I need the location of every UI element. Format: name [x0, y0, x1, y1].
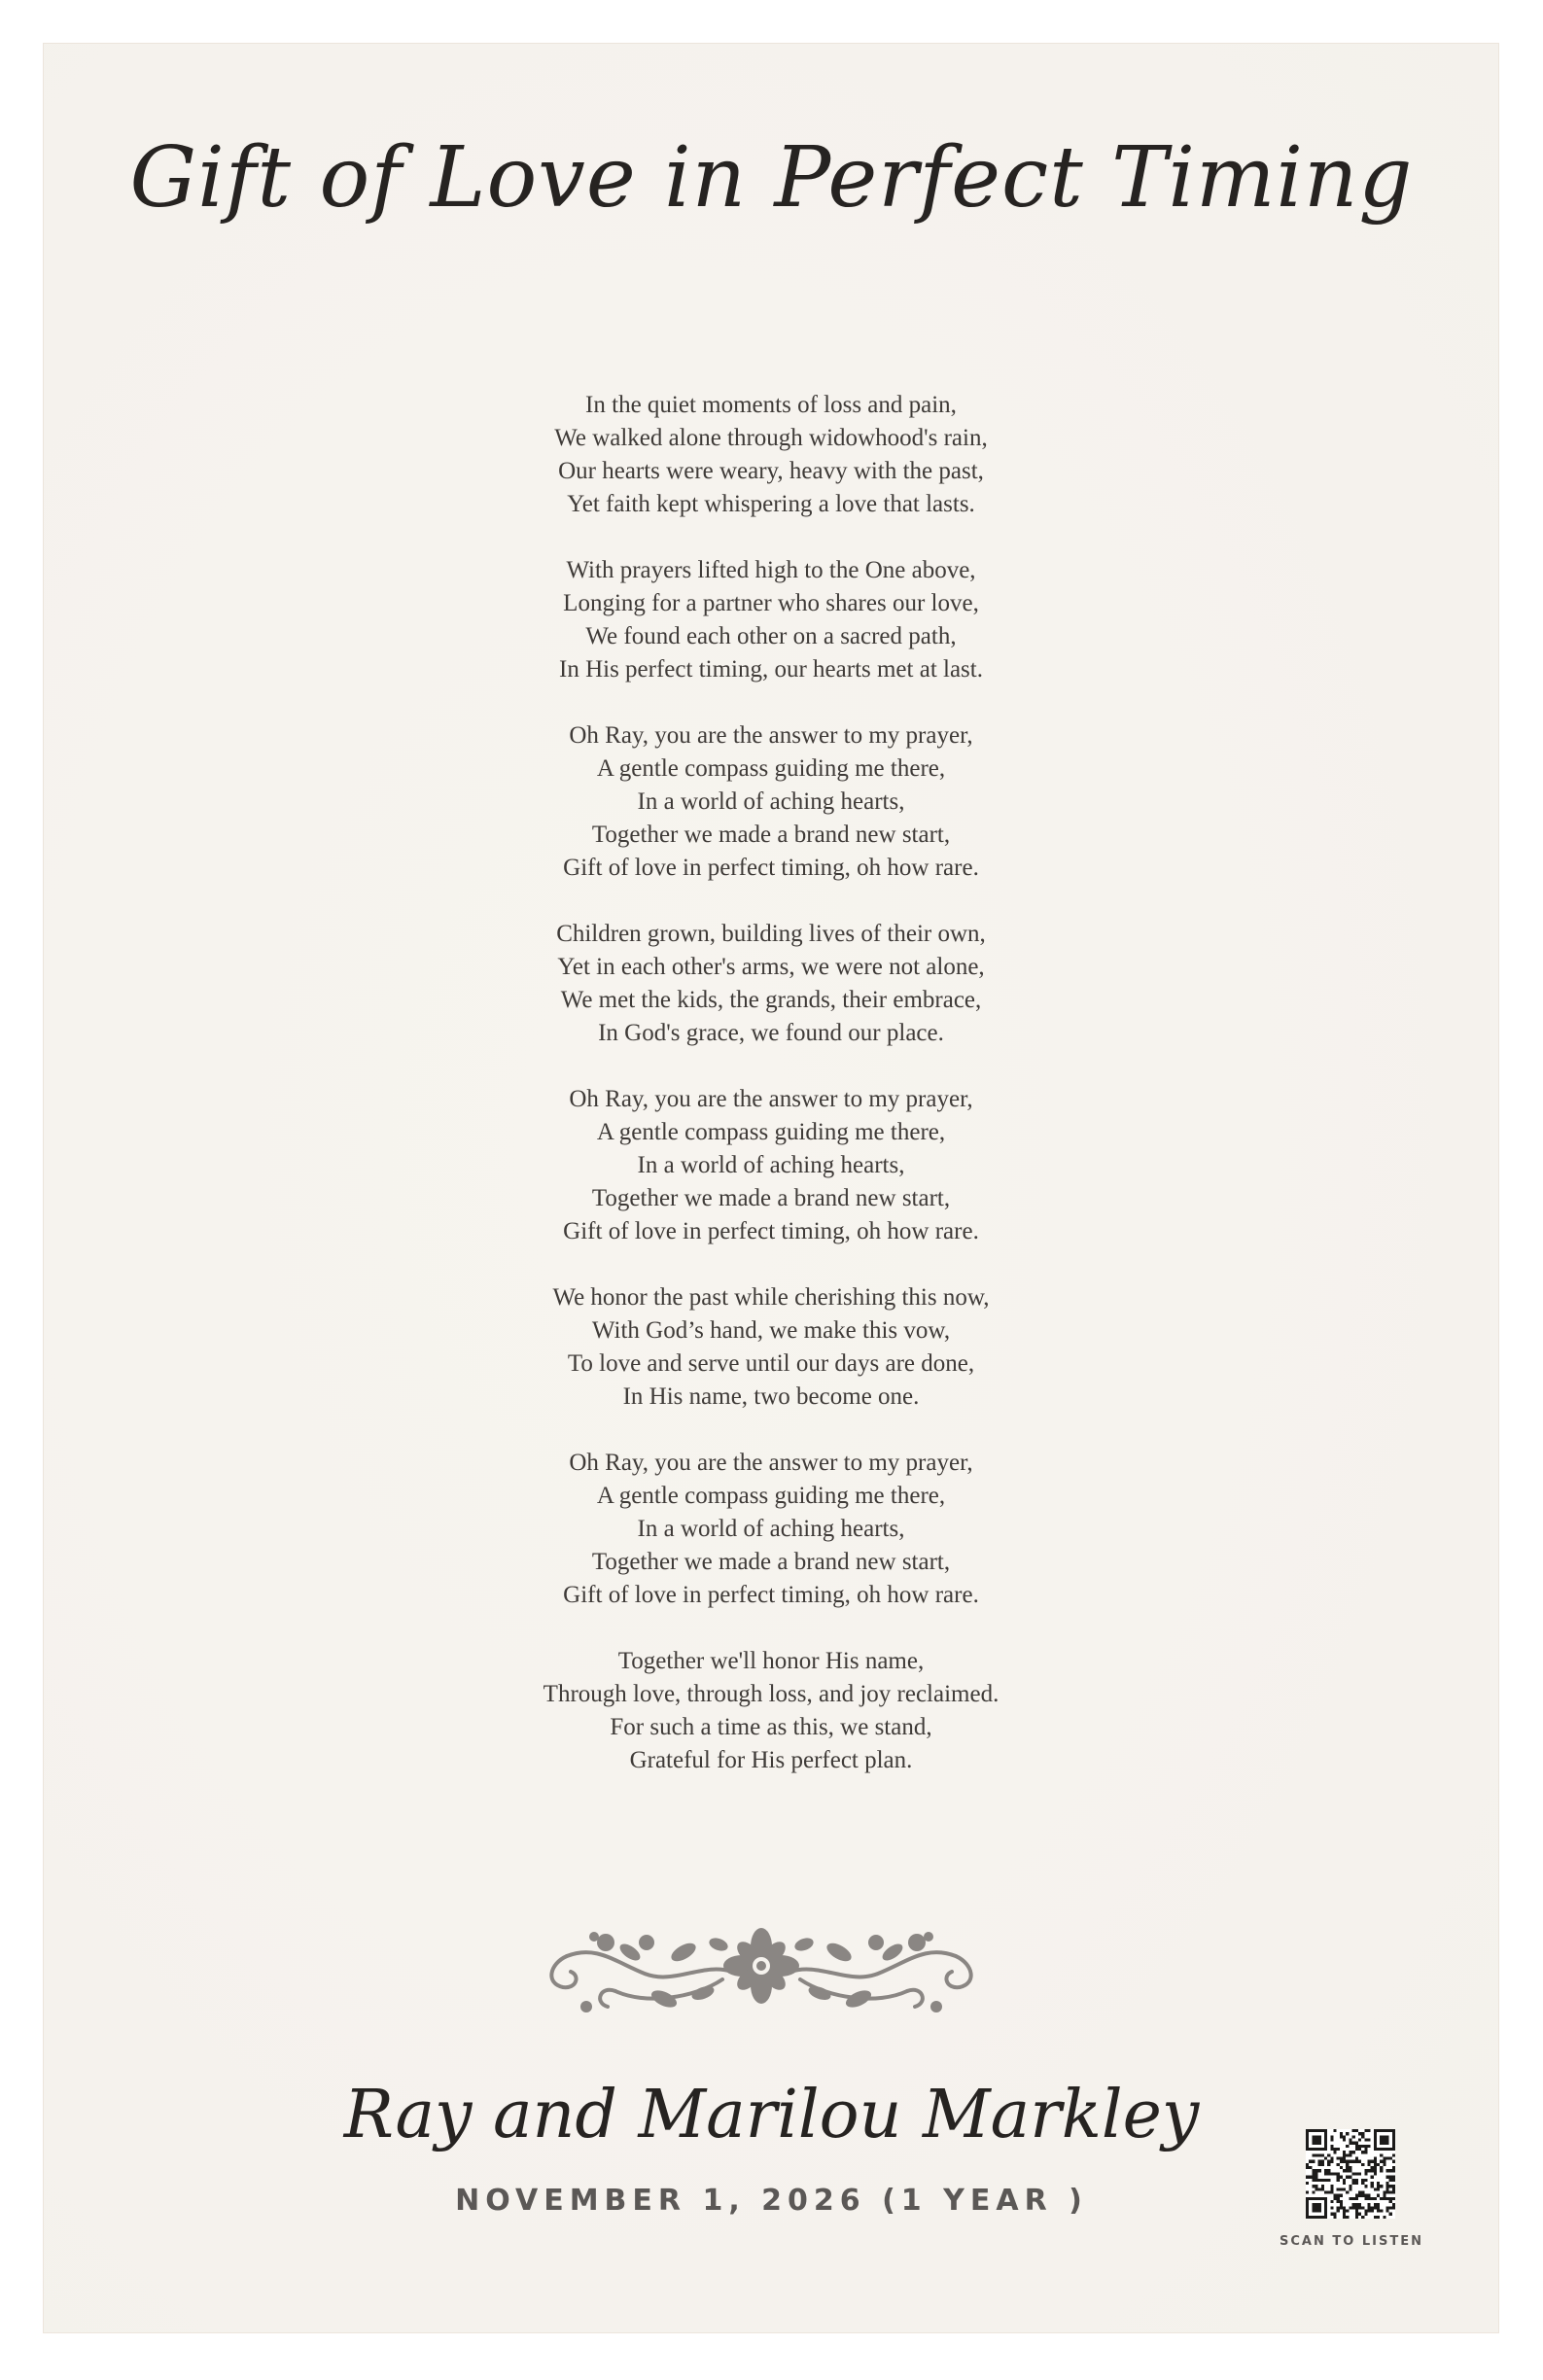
poem-line: Together we made a brand new start,	[591, 822, 951, 848]
poem-line: Grateful for His perfect plan.	[629, 1747, 913, 1773]
poem-stanza	[382, 554, 1160, 686]
poem-line: In a world of aching hearts,	[637, 1516, 905, 1542]
poem-line: Together we made a brand new start,	[591, 1549, 951, 1575]
poem-stanza	[382, 389, 1160, 521]
poem-line: Through love, through loss, and joy reclaimed.	[543, 1681, 999, 1707]
floral-divider-icon	[538, 1923, 985, 2022]
qr-label: SCAN TO LISTEN	[1280, 2234, 1423, 2249]
poem-line: Yet in each other's arms, we were not alone,	[557, 954, 985, 980]
poem-line: Gift of love in perfect timing, oh how rare.	[563, 1218, 979, 1244]
poem-stanza	[382, 918, 1160, 1050]
poem-line: We met the kids, the grands, their embrace,	[560, 987, 982, 1013]
poem-line: A gentle compass guiding me there,	[596, 1119, 946, 1145]
poem-line: With prayers lifted high to the One above,	[566, 557, 976, 583]
poem-line: A gentle compass guiding me there,	[596, 1483, 946, 1509]
anniversary-date: NOVEMBER 1, 2026 (1 YEAR )	[455, 2184, 1088, 2218]
poem-line: Children grown, building lives of their own,	[556, 921, 986, 947]
poem-line: Oh Ray, you are the answer to my prayer,	[569, 722, 973, 749]
poem-line: Together we made a brand new start,	[591, 1185, 951, 1211]
poem-line: We walked alone through widowhood's rain,	[554, 425, 988, 451]
poem-stanza	[382, 1645, 1160, 1777]
poem-body	[382, 389, 1160, 1810]
poem-line: A gentle compass guiding me there,	[596, 755, 946, 782]
poem-line: In God's grace, we found our place.	[598, 1020, 944, 1046]
poem-title: Gift of Love in Perfect Timing	[129, 129, 1414, 227]
poem-line: We found each other on a sacred path,	[585, 623, 957, 649]
poem-stanza	[382, 719, 1160, 885]
poem-stanza	[382, 1447, 1160, 1612]
poem-stanza	[382, 1083, 1160, 1248]
poem-line: In a world of aching hearts,	[637, 788, 905, 815]
poem-line: Together we'll honor His name,	[617, 1648, 925, 1674]
poem-line: In the quiet moments of loss and pain,	[585, 392, 957, 418]
poem-line: Yet faith kept whispering a love that lasts.	[567, 491, 975, 517]
poem-line: In His perfect timing, our hearts met at last.	[559, 656, 983, 682]
poem-line: Oh Ray, you are the answer to my prayer,	[569, 1450, 973, 1476]
couple-names: Ray and Marilou Markley	[343, 2077, 1200, 2153]
poem-line: Our hearts were weary, heavy with the past,	[558, 458, 984, 484]
poem-line: Oh Ray, you are the answer to my prayer,	[569, 1086, 973, 1112]
poem-line: In His name, two become one.	[622, 1383, 920, 1410]
poem-line: For such a time as this, we stand,	[610, 1714, 932, 1740]
poem-line: With God’s hand, we make this vow,	[591, 1317, 951, 1344]
poem-line: Gift of love in perfect timing, oh how rare.	[563, 855, 979, 881]
qr-code-icon[interactable]	[1306, 2129, 1395, 2219]
poem-line: In a world of aching hearts,	[637, 1152, 905, 1178]
poem-stanza	[382, 1281, 1160, 1414]
poem-line: Gift of love in perfect timing, oh how rare.	[563, 1582, 979, 1608]
poem-line: To love and serve until our days are done,	[567, 1350, 975, 1377]
poem-line: Longing for a partner who shares our love,	[563, 590, 979, 616]
poem-line: We honor the past while cherishing this now,	[552, 1284, 990, 1311]
